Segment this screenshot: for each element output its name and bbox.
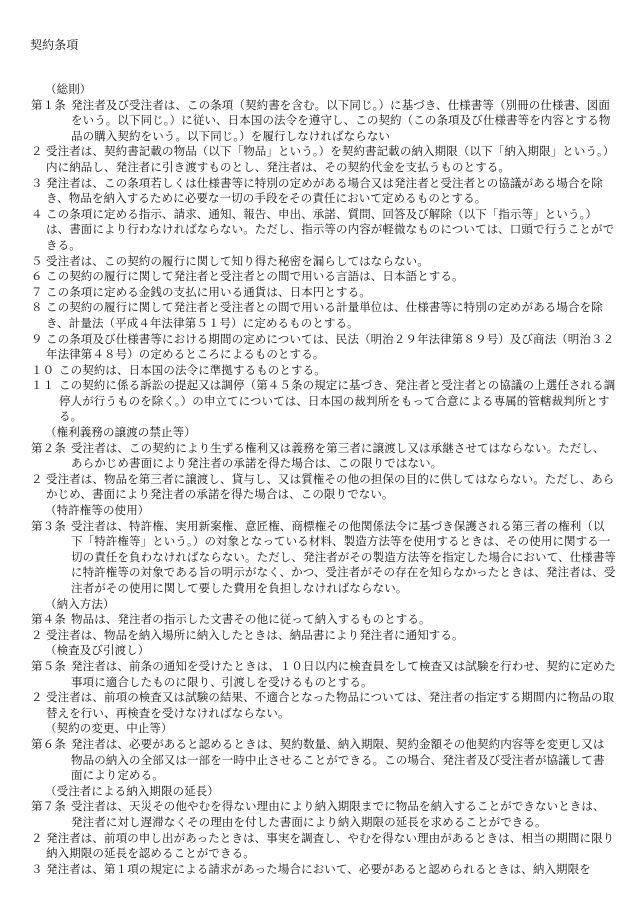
section-heading: （契約の変更、中止等） [45,721,173,736]
paragraph-clause [31,862,616,878]
clause-text: 発注者は、第１項の規定による請求があった場合において、必要があると認められるときは、納入期限を [46,861,591,876]
clause-text: 発注者は、必要があると認めるときは、契約数量、納入期限、契約金額その他契約内容等を変更し又は物品の納入の全部又は一部を一時中止させることができる。この場合、発注者及び受注者が協議して書面により定める。 [71,736,605,783]
paragraph-clause [31,332,616,363]
clause-text: この契約の履行に関して発注者と受注者との間で用いる言語は、日本語とする。 [46,269,464,284]
paragraph-clause [31,472,616,503]
paragraph-number: １０ [31,362,55,377]
article-number: 第６条 [31,736,66,751]
paragraph-number: ３ [31,175,43,190]
clause-text: この条項に定める金銭の支払に用いる通貨は、日本円とする。 [46,284,371,299]
clause-text: この契約は、日本国の法令に準拠するものとする。 [59,362,326,377]
paragraph-clause [31,269,616,285]
paragraph-clause [31,285,616,301]
section-heading: （検査及び引渡し） [45,643,150,658]
paragraph-number: ３ [31,861,43,876]
section-heading: （特許権等の使用） [45,503,150,518]
paragraph-number: ４ [31,206,43,221]
section-heading: （受注者による納入期限の延長） [45,783,219,798]
paragraph-number: １１ [31,378,55,393]
clause-text: 発注者は、この条項若しくは仕様書等に特別の定めがある場合又は発注者と受注者との協議がある場合を除き、物品を納入するために必要な一切の手段をその責任において定めるものとする。 [46,175,603,206]
paragraph-number: ５ [31,253,43,268]
article-number: 第７条 [31,799,66,814]
document-body [31,82,616,877]
article-clause [31,799,616,830]
article-clause [31,737,616,784]
article-clause [31,519,616,597]
paragraph-clause [31,378,616,425]
clause-text: この条項及び仕様書等における期間の定めについては、民法（明治２９年法律第８９号）及び商法（明治３２年法律第４８号）の定めるところによるものとする。 [46,331,615,362]
paragraph-number: ２ [31,830,43,845]
section-heading: （納入方法） [45,596,115,611]
clause-text: 発注者は、前条の通知を受けたときは、１０日以内に検査員をして検査又は試験を行わせ、契約に定めた事項に適合したものに限り、引渡しを受けるものとする。 [71,658,616,689]
clause-text: 受注者は、物品を第三者に譲渡し、貸与し、又は質権その他の担保の目的に供してはならない。ただし、あらかじめ、書面により発注者の承諾を得た場合は、この限りでない。 [46,471,615,502]
paragraph-clause [31,144,616,175]
section-heading: （総則） [45,82,92,96]
paragraph-clause [31,363,616,379]
article-number: 第５条 [31,658,66,673]
clause-text: 受注者は、この契約により生ずる権利又は義務を第三者に譲渡し又は承継させてはならない。ただし、あらかじめ書面により発注者の承諾を得た場合は、この限りではない。 [71,440,605,471]
clause-text: この契約に係る訴訟の提起又は調停（第４５条の規定に基づき、発注者と受注者との協議の上選任される調停人が行うものを除く。）の申立てについては、日本国の裁判所をもって合意による専属的管轄裁判所とする。 [59,378,616,424]
paragraph-number: ２ [31,471,43,486]
clause-text: 受注者は、この契約の履行に関して知り得た秘密を漏らしてはならない。 [46,253,429,268]
article-number: 第３条 [31,518,66,533]
paragraph-clause [31,690,616,721]
clause-text: 受注者は、前項の検査又は試験の結果、不適合となった物品については、発注者の指定する期間内に物品の取替えを行い、再検査を受けなければならない。 [46,690,615,720]
paragraph-clause [31,254,616,270]
article-number: 第４条 [31,612,66,627]
article-clause [31,612,616,628]
clause-text: 受注者は、天災その他やむを得ない理由により納入期限までに物品を納入することができないときは、発注者に対し遅滞なくその理由を付した書面により納入期限の延長を求めることができる。 [71,799,605,829]
document-title: 契約条項 [30,38,79,52]
paragraph-clause [31,831,616,862]
article-number: 第２条 [31,440,66,455]
clause-text: 受注者は、特許権、実用新案権、意匠権、商標権その他関係法令に基づき保護される第三者の権利（以下「特許権等」という。）の対象となっている材料、製造方法等を使用するときは、その使用に関する一切の責任を負わなければならない。ただし、発注者がその製造方法等を指定した場合において、仕様書等に特許権等の対象である旨の明示がなく、かつ、受注者がその存在を知らなかったときは、発注者は、受注者がその使用に関して要した費用を負担しなければならない。 [71,518,616,595]
section-heading: （権利義務の譲渡の禁止等） [45,425,196,440]
article-clause [31,441,616,472]
paragraph-number: ２ [31,690,43,705]
clause-text: 物品は、発注者の指示した文書その他に従って納入するものとする。 [71,612,431,627]
paragraph-number: ６ [31,269,43,284]
paragraph-clause [31,207,616,254]
clause-text: 発注者及び受注者は、この条項（契約書を含む。以下同じ。）に基づき、仕様書等（別冊の仕様書、図面をいう。以下同じ。）に従い、日本国の法令を遵守し、この契約（この条項及び仕様書等を内容とする物品の購入契約をいう。以下同じ。）を履行しなければならない [71,97,611,143]
article-clause [31,98,616,145]
paragraph-number: ２ [31,144,43,159]
article-clause [31,659,616,690]
paragraph-number: ８ [31,300,43,315]
paragraph-clause [31,176,616,207]
paragraph-number: ７ [31,284,43,299]
clause-text: 発注者は、前項の申し出があったときは、事実を調査し、やむを得ない理由があるときは、相当の期間に限り納入期限の延長を認めることができる。 [46,830,615,861]
clause-text: この条項に定める指示、請求、通知、報告、申出、承諾、質問、回答及び解除（以下「指示等」という。）は、書面により行わなければならない。ただし、指示等の内容が軽微なものについては、口頭で行うことができる。 [46,206,615,252]
paragraph-clause [31,628,616,644]
clause-text: 受注者は、契約書記載の物品（以下「物品」という。）を契約書記載の納入期限（以下「納入期限」という。）内に納品し、発注者に引き渡すものとし、発注者は、その契約代金を支払うものとする。 [46,144,615,174]
paragraph-clause [31,300,616,331]
paragraph-number: ９ [31,331,43,346]
article-number: 第１条 [31,97,66,112]
clause-text: 受注者は、物品を納入場所に納入したときは、納品書により発注者に通知する。 [46,627,464,642]
paragraph-number: ２ [31,627,43,642]
clause-text: この契約の履行に関して発注者と受注者との間で用いる計量単位は、仕様書等に特別の定めがある場合を除き、計量法（平成４年法律第５１号）に定めるものとする。 [46,300,603,330]
